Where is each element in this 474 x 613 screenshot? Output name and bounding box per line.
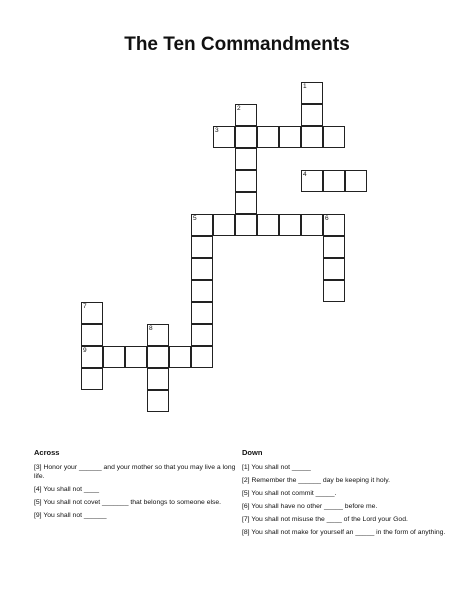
grid-cell[interactable] xyxy=(81,324,103,346)
clue-number: 6 xyxy=(325,215,329,222)
across-clue: [9] You shall not ______ xyxy=(34,512,107,519)
grid-cell[interactable] xyxy=(323,214,345,236)
grid-cell[interactable] xyxy=(191,302,213,324)
grid-cell[interactable] xyxy=(257,126,279,148)
clue-number: 8 xyxy=(149,325,153,332)
grid-cell[interactable] xyxy=(323,126,345,148)
down-clue: [5] You shall not commit _____. xyxy=(242,490,337,497)
grid-cell[interactable] xyxy=(301,82,323,104)
grid-cell[interactable] xyxy=(323,236,345,258)
clue-number: 4 xyxy=(303,171,307,178)
down-clue: [7] You shall not misuse the ____ of the Lord your God. xyxy=(242,516,408,523)
clue-number: 2 xyxy=(237,105,241,112)
grid-cell[interactable] xyxy=(191,280,213,302)
grid-cell[interactable] xyxy=(147,346,169,368)
clue-number: 3 xyxy=(215,127,219,134)
grid-cell[interactable] xyxy=(301,214,323,236)
grid-cell[interactable] xyxy=(213,214,235,236)
down-clue: [2] Remember the ______ day be keeping it holy. xyxy=(242,477,390,484)
grid-cell[interactable] xyxy=(323,170,345,192)
down-clue: [6] You shall have no other _____ before me. xyxy=(242,503,378,510)
grid-cell[interactable] xyxy=(235,104,257,126)
across-clue: [5] You shall not covet _______ that belongs to someone else. xyxy=(34,499,222,506)
grid-cell[interactable] xyxy=(191,324,213,346)
grid-cell[interactable] xyxy=(301,170,323,192)
grid-cell[interactable] xyxy=(169,346,191,368)
grid-cell[interactable] xyxy=(191,258,213,280)
clue-number: 5 xyxy=(193,215,197,222)
grid-cell[interactable] xyxy=(103,346,125,368)
grid-cell[interactable] xyxy=(257,214,279,236)
grid-cell[interactable] xyxy=(235,148,257,170)
down-clue-list xyxy=(242,463,446,541)
grid-cell[interactable] xyxy=(147,324,169,346)
across-clue-list xyxy=(34,463,239,524)
down-heading: Down xyxy=(242,448,263,457)
grid-cell[interactable] xyxy=(323,258,345,280)
down-clue: [8] You shall not make for yourself an _____ in the form of anything. xyxy=(242,529,446,536)
grid-cell[interactable] xyxy=(191,346,213,368)
puzzle-title: The Ten Commandments xyxy=(124,34,350,55)
grid-cell[interactable] xyxy=(235,192,257,214)
grid-cell[interactable] xyxy=(191,236,213,258)
grid-cell[interactable] xyxy=(81,368,103,390)
grid-cell[interactable] xyxy=(279,126,301,148)
grid-cell[interactable] xyxy=(81,302,103,324)
clue-number: 9 xyxy=(83,347,87,354)
grid-cell[interactable] xyxy=(301,104,323,126)
grid-cell[interactable] xyxy=(235,214,257,236)
clue-number: 1 xyxy=(303,83,307,90)
grid-cell[interactable] xyxy=(301,126,323,148)
clue-number: 7 xyxy=(83,303,87,310)
across-heading: Across xyxy=(34,448,60,457)
grid-cell[interactable] xyxy=(345,170,367,192)
grid-cell[interactable] xyxy=(213,126,235,148)
grid-cell[interactable] xyxy=(235,170,257,192)
grid-cell[interactable] xyxy=(235,126,257,148)
grid-cell[interactable] xyxy=(323,280,345,302)
grid-cell[interactable] xyxy=(81,346,103,368)
down-clue: [1] You shall not _____ xyxy=(242,464,311,471)
grid-cell[interactable] xyxy=(191,214,213,236)
grid-cell[interactable] xyxy=(147,368,169,390)
grid-cell[interactable] xyxy=(147,390,169,412)
grid-cell[interactable] xyxy=(125,346,147,368)
across-clue: [4] You shall not ____ xyxy=(34,486,100,493)
grid-cell[interactable] xyxy=(279,214,301,236)
across-clue: [3] Honor your ______ and your mother so that you may live a long life. xyxy=(34,464,236,480)
